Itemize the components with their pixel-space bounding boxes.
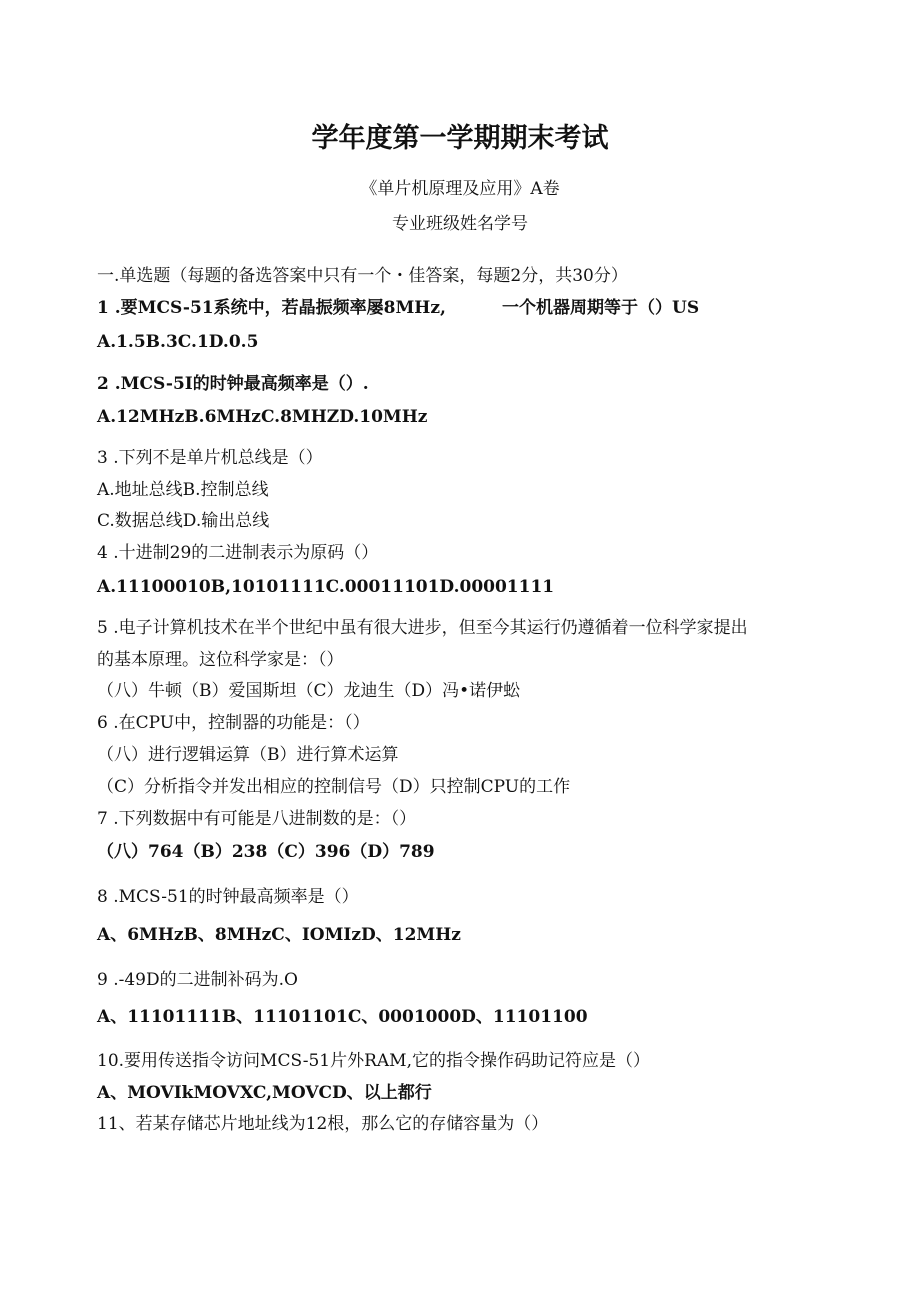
student-info-line: 专业班级姓名学号 bbox=[392, 214, 528, 234]
question-1-options: A.1.5B.3C.1D.0.5 bbox=[97, 332, 259, 352]
question-1-stem-b: 一个机器周期等于（）US bbox=[502, 298, 700, 318]
section-heading: 一.单选题（每题的备选答案中只有一个・佳答案，每题2分，共30分） bbox=[97, 266, 628, 286]
question-4-options: A.11100010B,10101111C.00011101D.00001111 bbox=[97, 577, 555, 597]
question-11-stem: 11、若某存储芯片地址线为12根，那么它的存储容量为（） bbox=[97, 1114, 549, 1134]
question-10-stem: 10.要用传送指令访问MCS-51片外RAM,它的指令操作码助记符应是（） bbox=[97, 1051, 650, 1071]
question-9-stem: 9 .-49D的二进制补码为.O bbox=[97, 970, 298, 990]
question-4-stem: 4 .十进制29的二进制表示为原码（） bbox=[97, 543, 379, 563]
question-3-stem: 3 .下列不是单片机总线是（） bbox=[97, 448, 323, 468]
question-6-options-2: （C）分析指令并发出相应的控制信号（D）只控制CPU的工作 bbox=[97, 777, 571, 797]
question-10-options: A、MOVIkMOVXC,MOVCD、以上都行 bbox=[97, 1083, 432, 1103]
question-2-stem: 2 .MCS-5I的时钟最高频率是（）. bbox=[97, 374, 369, 394]
question-5-stem: 5 .电子计算机技术在半个世纪中虽有很大进步，但至今其运行仍遵循着一位科学家提出 bbox=[97, 618, 748, 638]
question-6-options-1: （八）进行逻辑运算（B）进行算术运算 bbox=[97, 745, 399, 765]
question-5-stem-cont: 的基本原理。这位科学家是：（） bbox=[97, 650, 344, 670]
question-5-options: （八）牛顿（B）爱国斯坦（C）龙迪生（D）冯•诺伊蚣 bbox=[97, 681, 521, 701]
question-1-stem-a: 1 .要MCS-51系统中，若晶振频率屡8MHz, bbox=[97, 298, 446, 318]
course-name: 《单片机原理及应用》A卷 bbox=[360, 179, 560, 199]
question-3-options-2: C.数据总线D.输出总线 bbox=[97, 511, 270, 531]
question-9-options: A、11101111B、11101101C、0001000D、11101100 bbox=[97, 1007, 588, 1027]
question-7-options: （八）764（B）238（C）396（D）789 bbox=[97, 842, 435, 862]
question-3-options-1: A.地址总线B.控制总线 bbox=[97, 480, 269, 500]
question-8-options: A、6MHzB、8MHzC、IOMIzD、12MHz bbox=[97, 925, 461, 945]
question-2-options: A.12MHzB.6MHzC.8MHZD.10MHz bbox=[97, 407, 428, 427]
question-8-stem: 8 .MCS-51的时钟最高频率是（） bbox=[97, 887, 359, 907]
question-7-stem: 7 .下列数据中有可能是八进制数的是：（） bbox=[97, 809, 417, 829]
question-6-stem: 6 .在CPU中，控制器的功能是：（） bbox=[97, 713, 370, 733]
exam-title: 学年度第一学期期末考试 bbox=[311, 123, 609, 154]
